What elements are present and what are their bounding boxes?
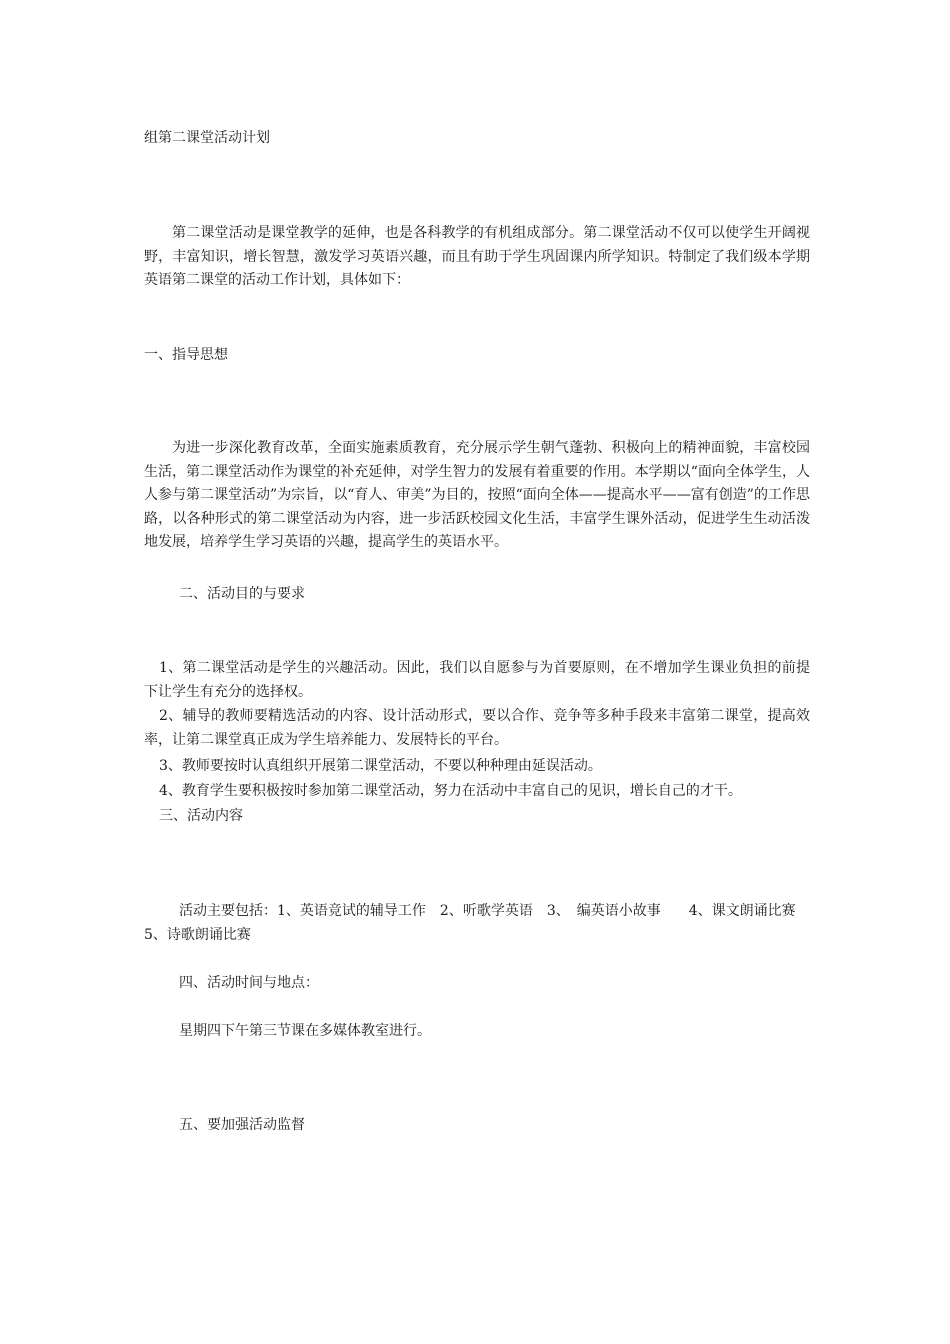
requirement-item-4: 4、教育学生要积极按时参加第二课堂活动，努力在活动中丰富自己的见识，增长自己的才干。	[159, 783, 742, 799]
section-3-body-line-1: 活动主要包括：1、英语竞试的辅导工作 2、听歌学英语 3、 编英语小故事 4、课文朗诵比赛	[179, 903, 796, 919]
section-1-heading: 一、指导思想	[144, 347, 228, 363]
requirement-item-3: 3、教师要按时认真组织开展第二课堂活动，不要以种种理由延误活动。	[159, 758, 602, 774]
document-title: 组第二课堂活动计划	[144, 130, 270, 146]
section-3-body-line-2: 5、诗歌朗诵比赛	[144, 927, 251, 943]
section-4-body: 星期四下午第三节课在多媒体教室进行。	[179, 1023, 431, 1039]
section-2-heading: 二、活动目的与要求	[179, 586, 305, 602]
section-4-heading: 四、活动时间与地点：	[179, 975, 319, 991]
section-3-heading: 三、活动内容	[159, 808, 243, 824]
intro-paragraph: 第二课堂活动是课堂教学的延伸，也是各科教学的有机组成部分。第二课堂活动不仅可以使学生开阔视野，丰富知识，增长智慧，激发学习英语兴趣，而且有助于学生巩固课内所学知识。特制定了我们级本学期英语第二课堂的活动工作计划，具体如下：	[144, 225, 810, 289]
section-1-paragraph: 为进一步深化教育改革，全面实施素质教育，充分展示学生朝气蓬勃、积极向上的精神面貌，丰富校园生活，第二课堂活动作为课堂的补充延伸，对学生智力的发展有着重要的作用。本学期以“面向全体学生，人人参与第二课堂活动”为宗旨，以“育人、审美”为目的，按照“面向全体——提高水平——富有创造”的工作思路，以各种形式的第二课堂活动为内容，进一步活跃校园文化生活，丰富学生课外活动，促进学生生动活泼地发展，培养学生学习英语的兴趣，提高学生的英语水平。	[144, 440, 810, 551]
requirement-item-1: 1、第二课堂活动是学生的兴趣活动。因此，我们以自愿参与为首要原则，在不增加学生课业负担的前提下让学生有充分的选择权。	[144, 660, 810, 700]
requirement-item-2: 2、辅导的教师要精选活动的内容、设计活动形式，要以合作、竞争等多种手段来丰富第二课堂，提高效率，让第二课堂真正成为学生培养能力、发展特长的平台。	[144, 708, 810, 748]
section-5-heading: 五、要加强活动监督	[179, 1117, 305, 1133]
